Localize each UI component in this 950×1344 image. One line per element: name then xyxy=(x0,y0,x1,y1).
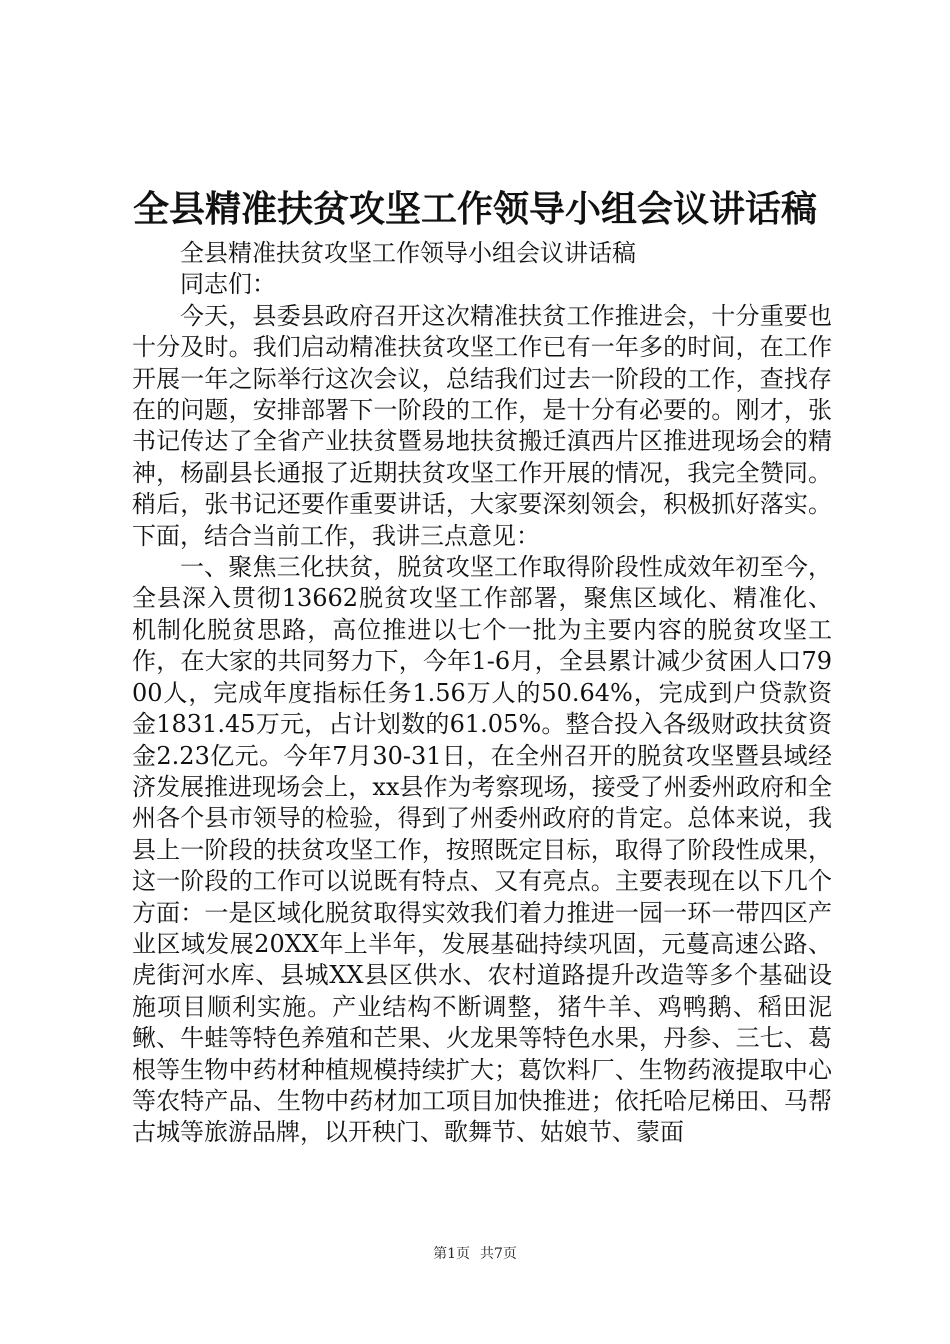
body-paragraph-greeting: 同志们： xyxy=(180,270,276,299)
page-footer xyxy=(0,1244,950,1264)
page-number: 第1页 xyxy=(433,1246,470,1262)
page-total: 共7页 xyxy=(480,1246,517,1262)
document-body xyxy=(132,238,832,1149)
body-paragraph-subtitle: 全县精准扶贫攻坚工作领导小组会议讲话稿 xyxy=(180,239,636,267)
body-paragraph-section-one: 一、聚焦三化扶贫，脱贫攻坚工作取得阶段性成效年初至今，全县深入贯彻13662脱贫攻坚工作部署，聚焦区域化、精准化、机制化脱贫思路，高位推进以七个一批为主要内容的脱贫攻坚工作，在大家的共同努力下，今年1-6月，全县累计减少贫困人口7900人，完成年度指标任务1.56万人的50.64%，完成到户贷款资金1831.45万元，占计划数的61.05%。整合投入各级财政扶贫资金2.23亿元。今年7月30-31日，在全州召开的脱贫攻坚暨县域经济发展推进现场会上，xx县作为考察现场，接受了州委州政府和全州各个县市领导的检验，得到了州委州政府的肯定。总体来说，我县上一阶段的扶贫攻坚工作，按照既定目标，取得了阶段性成果，这一阶段的工作可以说既有特点、又有亮点。主要表现在以下几个方面：一是区域化脱贫取得实效我们着力推进一园一环一带四区产业区域发展20XX年上半年，发展基础持续巩固，元蔓高速公路、虎街河水库、县城XX县区供水、农村道路提升改造等多个基础设施项目顺利实施。产业结构不断调整，猪牛羊、鸡鸭鹅、稻田泥鳅、牛蛙等特色养殖和芒果、火龙果等特色水果，丹参、三七、葛根等生物中药材种植规模持续扩大；葛饮料厂、生物药液提取中心等农特产品、生物中药材加工项目加快推进；依托哈尼梯田、马帮古城等旅游品牌，以开秧门、歌舞节、姑娘节、蒙面 xyxy=(132,553,832,1147)
document-title: 全县精准扶贫攻坚工作领导小组会议讲话稿 xyxy=(132,188,817,230)
body-paragraph-intro: 今天，县委县政府召开这次精准扶贫工作推进会，十分重要也十分及时。我们启动精准扶贫攻坚工作已有一年多的时间，在工作开展一年之际举行这次会议，总结我们过去一阶段的工作，查找存在的问题，安排部署下一阶段的工作，是十分有必要的。刚才，张书记传达了全省产业扶贫暨易地扶贫搬迁滇西片区推进现场会的精神，杨副县长通报了近期扶贫攻坚工作开展的情况，我完全赞同。稍后，张书记还要作重要讲话，大家要深刻领会，积极抓好落实。下面，结合当前工作，我讲三点意见： xyxy=(132,301,832,550)
